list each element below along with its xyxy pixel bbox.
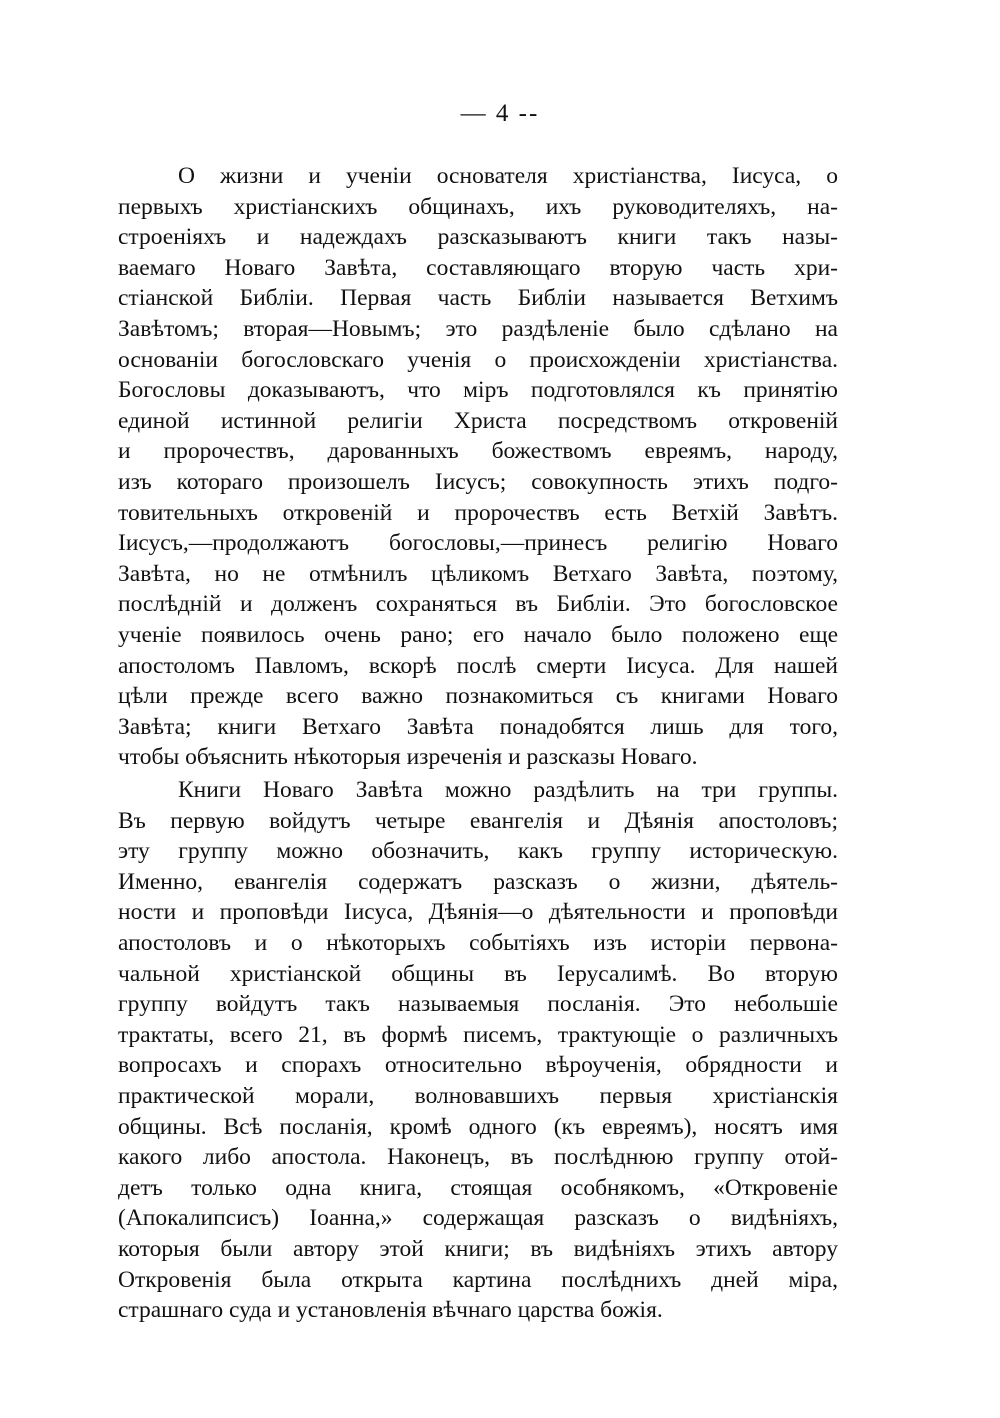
text-line: Именно, евангелія содержатъ разсказъ о жизни, дѣятель- bbox=[118, 869, 838, 895]
text-line: Завѣтомъ; вторая—Новымъ; это раздѣленіе было сдѣлано на bbox=[118, 316, 838, 342]
text-line: Книги Новаго Завѣта можно раздѣлить на три группы. bbox=[178, 777, 838, 803]
text-line: Откровенія была открыта картина послѣднихъ дней міра, bbox=[118, 1267, 838, 1293]
text-line: апостоловъ и о нѣкоторыхъ событіяхъ изъ исторіи первона- bbox=[118, 930, 838, 956]
text-line: ваемаго Новаго Завѣта, составляющаго вторую часть хри- bbox=[118, 255, 838, 281]
text-line: ученіе появилось очень рано; его начало было положено еще bbox=[118, 622, 838, 648]
text-line: Завѣта, но не отмѣнилъ цѣликомъ Ветхаго Завѣта, поэтому, bbox=[118, 561, 838, 587]
text-line: детъ только одна книга, стоящая особнякомъ, «Откровеніе bbox=[118, 1175, 838, 1201]
text-line: изъ котораго произошелъ Іисусъ; совокупность этихъ подго- bbox=[118, 469, 838, 495]
text-line: общины. Всѣ посланія, кромѣ одного (къ евреямъ), носятъ имя bbox=[118, 1114, 838, 1140]
text-line: товительныхъ откровеній и пророчествъ есть Ветхій Завѣтъ. bbox=[118, 500, 838, 526]
text-line: Завѣта; книги Ветхаго Завѣта понадобятся лишь для того, bbox=[118, 714, 838, 740]
text-line: (Апокалипсисъ) Іоанна,» содержащая разсказъ о видѣніяхъ, bbox=[118, 1205, 838, 1231]
text-line: группу войдутъ такъ называемыя посланія. Это небольшіе bbox=[118, 991, 838, 1017]
text-line: апостоломъ Павломъ, вскорѣ послѣ смерти Іисуса. Для нашей bbox=[118, 653, 838, 679]
text-line: послѣдній и долженъ сохраняться въ Библіи. Это богословское bbox=[118, 591, 838, 617]
text-line: единой истинной религіи Христа посредствомъ откровеній bbox=[118, 408, 838, 434]
text-line: вопросахъ и спорахъ относительно вѣроученія, обрядности и bbox=[118, 1052, 838, 1078]
text-line: эту группу можно обозначить, какъ группу историческую. bbox=[118, 838, 838, 864]
text-line: чтобы объяснить нѣкоторыя изреченія и разсказы Новаго. bbox=[118, 744, 698, 770]
text-line: стіанской Библіи. Первая часть Библіи называется Ветхимъ bbox=[118, 285, 838, 311]
text-line: Въ первую войдутъ четыре евангелія и Дѣянія апостоловъ; bbox=[118, 808, 838, 834]
text-line: практической морали, волновавшихъ первыя христіанскія bbox=[118, 1083, 838, 1109]
text-line: которыя были автору этой книги; въ видѣніяхъ этихъ автору bbox=[118, 1236, 838, 1262]
text-line: ности и проповѣди Іисуса, Дѣянія—о дѣятельности и проповѣди bbox=[118, 899, 838, 925]
text-line: Іисусъ,—продолжаютъ богословы,—принесъ религію Новаго bbox=[118, 530, 838, 556]
text-line: основаніи богословскаго ученія о происхожденіи христіанства. bbox=[118, 347, 838, 373]
page-number: — 4 -- bbox=[460, 100, 540, 127]
text-line: цѣли прежде всего важно познакомиться съ книгами Новаго bbox=[118, 683, 838, 709]
text-line: строеніяхъ и надеждахъ разсказываютъ книги такъ назы- bbox=[118, 224, 838, 250]
text-line: О жизни и ученіи основателя христіанства, Іисуса, о bbox=[178, 163, 838, 189]
text-line: и пророчествъ, дарованныхъ божествомъ евреямъ, народу, bbox=[118, 438, 838, 464]
text-line: Богословы доказываютъ, что міръ подготовлялся къ принятію bbox=[118, 377, 838, 403]
text-line: страшнаго суда и установленія вѣчнаго царства божія. bbox=[118, 1297, 663, 1323]
text-line: трактаты, всего 21, въ формѣ писемъ, трактующіе о различныхъ bbox=[118, 1022, 838, 1048]
text-line: какого либо апостола. Наконецъ, въ послѣднюю группу отой- bbox=[118, 1144, 838, 1170]
text-line: первыхъ христіанскихъ общинахъ, ихъ руководителяхъ, на- bbox=[118, 194, 838, 220]
text-line: чальной христіанской общины въ Іерусалимѣ. Во вторую bbox=[118, 961, 838, 987]
